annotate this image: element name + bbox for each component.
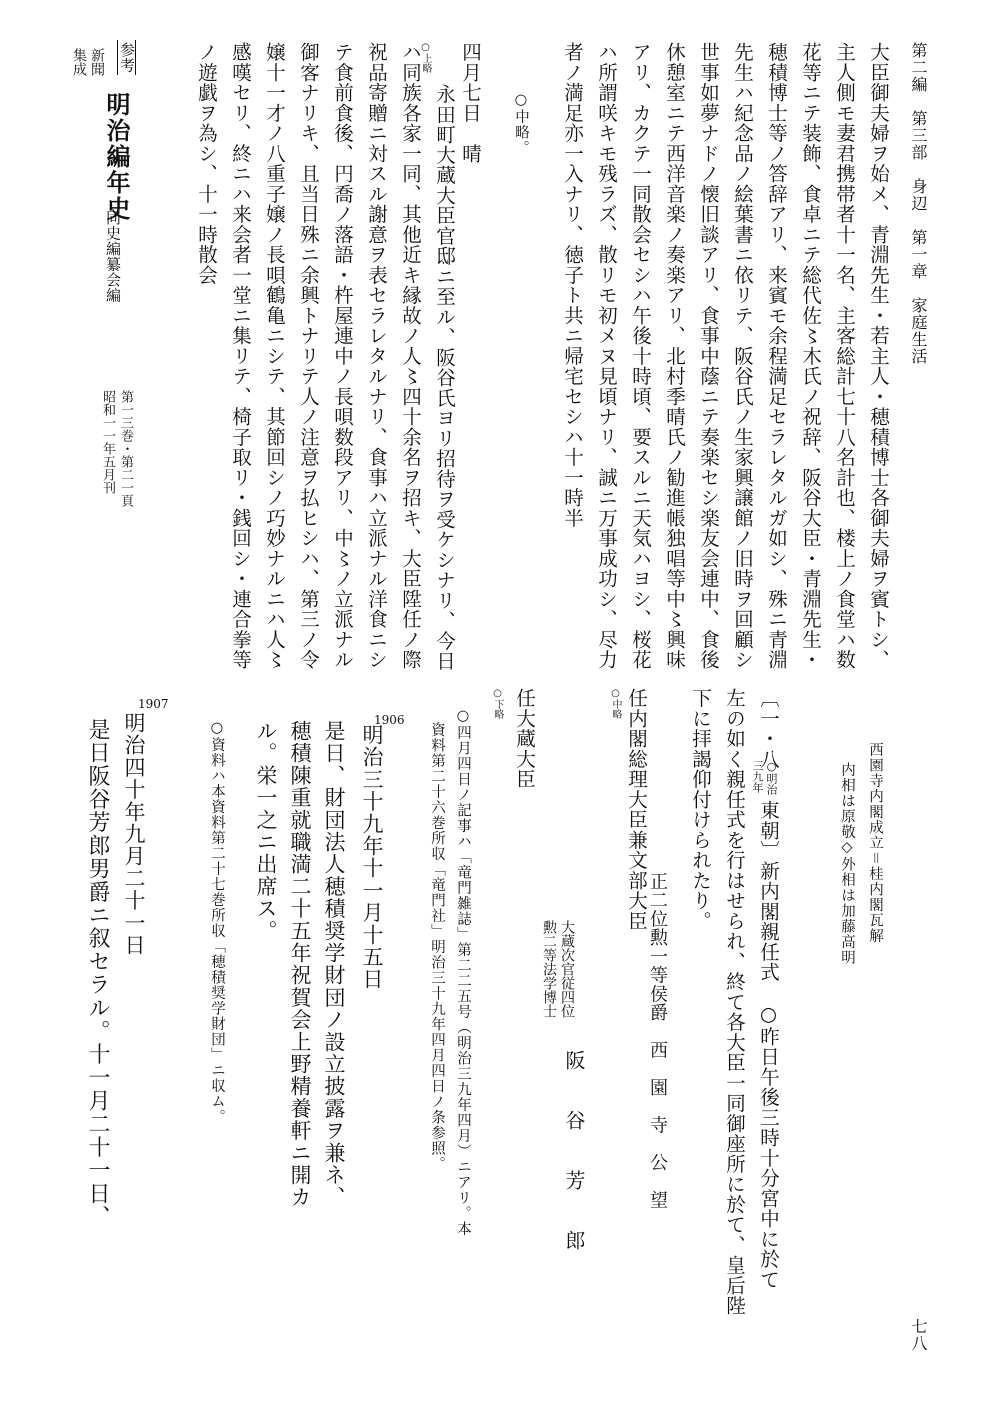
bracket-open: 〔一・八: [757, 688, 780, 769]
text-line: 休憩室ニテ西洋音楽ノ奏楽アリ、北村季晴氏ノ勧進帳独唱等中〻興味: [663, 42, 686, 670]
ellipsis-note: ○下略: [492, 688, 503, 719]
appointment: 任内閣総理大臣兼文部大臣: [625, 688, 648, 931]
text-line: ノ遊戯ヲ為シ、十一時散会: [195, 42, 218, 285]
text-line: 東朝〕新内閣親任式 ○昨日午後三時十分宮中に於て: [757, 800, 780, 1290]
text-line: 感嘆セリ、終ニハ来会者一堂ニ集リテ、椅子取リ・銭回シ・連合拳等: [229, 42, 252, 670]
editor-note: ○資料ハ本資料第二十七巻所収「穂積奨学財団」ニ収ム。: [209, 720, 225, 1125]
text-line: 花等ニテ装飾、食卓ニテ総代佐〻木氏ノ祝辞、阪谷大臣・青淵先生・: [799, 42, 822, 670]
text-line: アリ、カクテ一同散会セシハ午後十時頃、要スルニ天気ハヨシ、桜花: [629, 42, 652, 670]
editor-note: 資料第二十六巻所収「竜門社」明治三十九年四月四日ノ条参照。: [429, 722, 445, 1172]
text-line: 先生ハ紀念品ノ絵葉書ニ依リテ、阪谷氏ノ生家興譲館ノ旧時ヲ回顧シ: [731, 42, 754, 670]
entry-date: 明治三十九年十一月十五日: [360, 724, 384, 991]
text-line: 永田町大蔵大臣官邸ニ至ル、阪谷氏ヨリ招待ヲ受ケシナリ、今日: [433, 84, 456, 672]
ellipsis-note: ○中略。: [513, 92, 529, 156]
entry-text: 穂積陳重就職満二十五年祝賀会上野精養軒ニ開カ: [288, 720, 312, 1209]
signatory-title: 勲二等法学博士: [541, 920, 557, 1018]
text-line: 左の如く親任式を行はせられ、終て各大臣一同御座所に於て、皇后陛: [723, 688, 746, 1316]
citation-ref: 第一三巻・第二一頁: [118, 390, 133, 507]
entry-text: 是日、財団法人穂積奨学財団ノ設立披露ヲ兼ネ、: [322, 720, 346, 1209]
text-line: ハ同族各家一同、其他近キ縁故ノ人〻四十余名ヲ招キ、大臣陞任ノ際: [399, 42, 422, 670]
diary-date: 四月七日 晴: [459, 42, 482, 164]
page-number: 七八: [909, 1318, 928, 1352]
year-marker: 1907: [138, 697, 169, 711]
text-line: 御客ナリキ、且当日殊ニ余興トナリテ人ノ注意ヲ払ヒシハ、第三ノ令: [297, 42, 320, 670]
text-line: 大臣御夫婦ヲ始メ、青淵先生・若主人・穂積博士各御夫婦ヲ賓トシ、: [867, 42, 890, 670]
text-line: 穂積博士等ノ答辞アリ、来賓モ余程満足セラレタルガ如シ、殊ニ青淵: [765, 42, 788, 670]
citation-label-sub: 集成: [71, 48, 87, 76]
running-head: 第二編 第三部 身辺 第一章 家庭生活: [909, 42, 928, 365]
signatory-title: 大蔵次官従四位: [559, 920, 575, 1018]
article-headline: 内相は原敬◇外相は加藤高明: [839, 762, 855, 965]
era-note: ○明治: [765, 760, 778, 795]
era-note: 三九年: [751, 760, 764, 793]
editor-note: ○四月四日ノ記事ハ「竜門雑誌」第二二五号（明治三九年四月）ニアリ。本: [455, 708, 471, 1237]
citation-ref: 昭和一一年五月刊: [100, 390, 115, 494]
citation-label-sub: 新聞: [89, 48, 105, 76]
citation-editor: 同史編纂会編: [104, 210, 122, 303]
entry-text: ル。栄一之ニ出席ス。: [254, 720, 278, 942]
ellipsis-note: ○中略: [610, 688, 621, 719]
appointment: 任大蔵大臣: [513, 688, 536, 790]
entry-text: 是日阪谷芳郎男爵ニ叙セラル。十一月二十一日、: [85, 718, 110, 1229]
signatory-name: 正二位勲一等侯爵 西 園 寺 公 望: [647, 872, 668, 1210]
article-headline: 西園寺内閣成立＝桂内閣瓦解: [867, 742, 883, 944]
signatory-name: 阪 谷 芳 郎: [562, 1050, 586, 1260]
year-marker: 1906: [374, 713, 405, 727]
text-line: 下に拝謁仰付けられたり。: [689, 688, 712, 931]
citation-label: 参考: [118, 42, 136, 73]
citation-title: 明治編年史: [102, 92, 131, 222]
text-line: 主人側モ妻君携帯者十一名、主客総計七十八名計也、楼上ノ食堂ハ数: [833, 42, 856, 670]
text-line: 嬢十一才ノ八重子嬢ノ長唄鶴亀ニシテ、其節回シノ巧妙ナルニハ人〻: [263, 42, 286, 670]
entry-date: 明治四十年九月二十一日: [122, 712, 146, 957]
text-line: 祝品寄贈ニ対スル謝意ヲ表セラレタルナリ、食事ハ立派ナル洋食ニシ: [365, 42, 388, 670]
text-line: 世事如夢ナドノ懐旧談アリ、食事中蔭ニテ奏楽セシ楽友会連中、食後: [697, 42, 720, 670]
ellipsis-note: ○上略: [420, 42, 431, 73]
text-line: ハ所謂咲キモ残ラズ、散リモ初メヌ見頃ナリ、誠ニ万事成功シ、尽力: [595, 42, 618, 670]
text-line: 者ノ満足亦一入ナリ、徳子ト共ニ帰宅セシハ十一時半: [561, 42, 584, 528]
text-line: テ食前食後、円喬ノ落語・杵屋連中ノ長唄数段アリ、中〻ノ立派ナル: [331, 42, 354, 670]
